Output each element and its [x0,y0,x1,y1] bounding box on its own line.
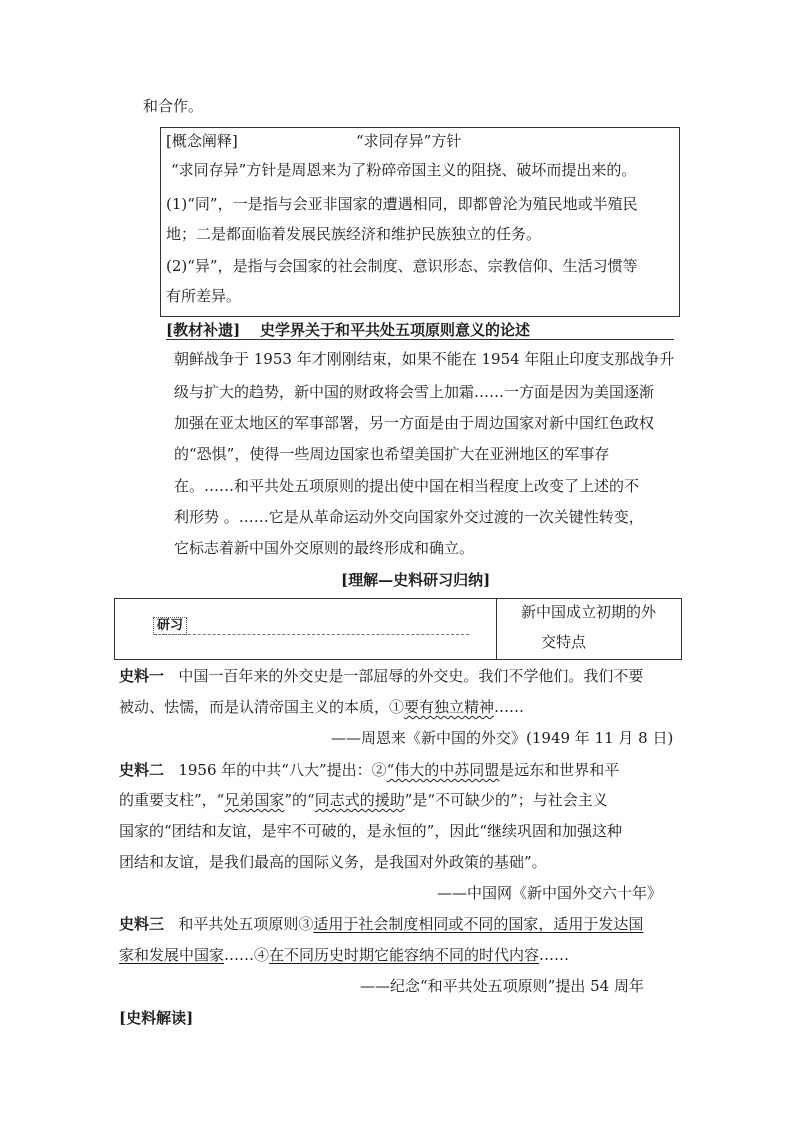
material1-line1: 史料一 中国一百年来的外交史是一部屈辱的外交史。我们不学他们。我们不要 [119,667,644,685]
study-right-line2: 交特点 [541,633,587,651]
supplement-tag: [教材补遗] [166,321,241,339]
interpret-tag: [史料解读] [119,1009,194,1027]
emphasis-comradely-aid: 同志式的援助 [314,791,405,809]
marker-3: ③ [298,915,314,933]
material3-line1: 史料三 和平共处五项原则③适用于社会制度相同或不同的国家，适用于发达国 [119,915,644,933]
material1-source: ——周恩来《新中国的外交》(1949 年 11 月 8 日) [331,729,674,747]
table-divider [496,599,497,659]
supplement-title: 史学界关于和平共处五项原则意义的论述 [260,321,531,339]
emphasis-sino-soviet: “伟大的中苏同盟 [386,761,500,779]
material2-line4: 团结和友谊，是我们最高的国际义务，是我国对外政策的基础”。 [119,853,547,871]
marker-4: ④ [254,946,270,964]
supplement-line: 利形势 。……它是从革命运动外交向国家外交过渡的一次关键性转变， [174,508,644,526]
material2-label: 史料二 [119,761,165,779]
material1-label: 史料一 [119,667,165,685]
section-heading: [理解—史料研习归纳] [341,571,491,589]
intro-tail: 和合作。 [143,97,204,115]
emphasis-developing-countries: 家和发展中国家 [119,946,225,964]
material2-line1: 史料二 1956 年的中共“八大”提出：②“伟大的中苏同盟是远东和世界和平 [119,761,620,779]
emphasis-different-eras: 在不同历史时期它能容纳不同的时代内容 [269,946,540,964]
supplement-line: 的“恐惧”，使得一些周边国家也希望美国扩大在亚洲地区的军事存 [174,445,610,463]
study-tag: 研习 [153,617,187,635]
supplement-underline [166,339,674,340]
marker-2: ② [371,761,387,779]
concept-line: (2)“异”，是指与会国家的社会制度、意识形态、宗教信仰、生活习惯等 [166,257,638,275]
study-right-line1: 新中国成立初期的外 [521,603,657,621]
material2-line3: 国家的“团结和友谊，是牢不可破的，是永恒的”，因此“继续巩固和加强这种 [119,822,623,840]
material1-line2: 被动、怯懦，而是认清帝国主义的本质，①要有独立精神…… [119,698,525,716]
material3-source: ——纪念“和平共处五项原则”提出 54 周年 [360,977,644,995]
concept-title: “求同存异”方针 [356,132,462,150]
material3-line2: 家和发展中国家……④在不同历史时期它能容纳不同的时代内容…… [119,946,570,964]
concept-line: (1)“同”，一是指与会亚非国家的遭遇相同，即都曾沦为殖民地或半殖民 [166,195,638,213]
concept-line: “求同存异”方针是周恩来为了粉碎帝国主义的阻挠、破坏而提出来的。 [171,161,637,179]
supplement-line: 级与扩大的趋势，新中国的财政将会雪上加霜……一方面是因为美国逐渐 [174,383,655,401]
emphasis-brother-states: 兄弟国家 [224,791,285,809]
supplement-line: 在。……和平共处五项原则的提出使中国在相当程度上改变了上述的不 [174,477,640,495]
emphasis-independent-spirit: 要有独立精神 [404,698,495,716]
supplement-line: 加强在亚太地区的军事部署，另一方面是由于周边国家对新中国红色政权 [174,414,655,432]
material3-label: 史料三 [119,915,165,933]
material2-source: ——中国网《新中国外交六十年》 [437,884,663,902]
marker-1: ① [389,698,405,716]
concept-tag: [概念阐释] [166,132,238,150]
concept-line: 地；二是都面临着发展民族经济和维护民族独立的任务。 [166,225,542,243]
supplement-line: 朝鲜战争于 1953 年才刚刚结束，如果不能在 1954 年阻止印度支那战争升 [174,350,675,368]
material2-line2: 的重要支柱”，“兄弟国家”的“同志式的援助”是“不可缺少的”；与社会主义 [119,791,608,809]
concept-line: 有所差异。 [166,287,242,305]
supplement-line: 它标志着新中国外交原则的最终形成和确立。 [174,539,475,557]
emphasis-applicable-systems: 适用于社会制度相同或不同的国家，适用于发达国 [313,915,644,933]
study-answer-line [153,634,469,635]
